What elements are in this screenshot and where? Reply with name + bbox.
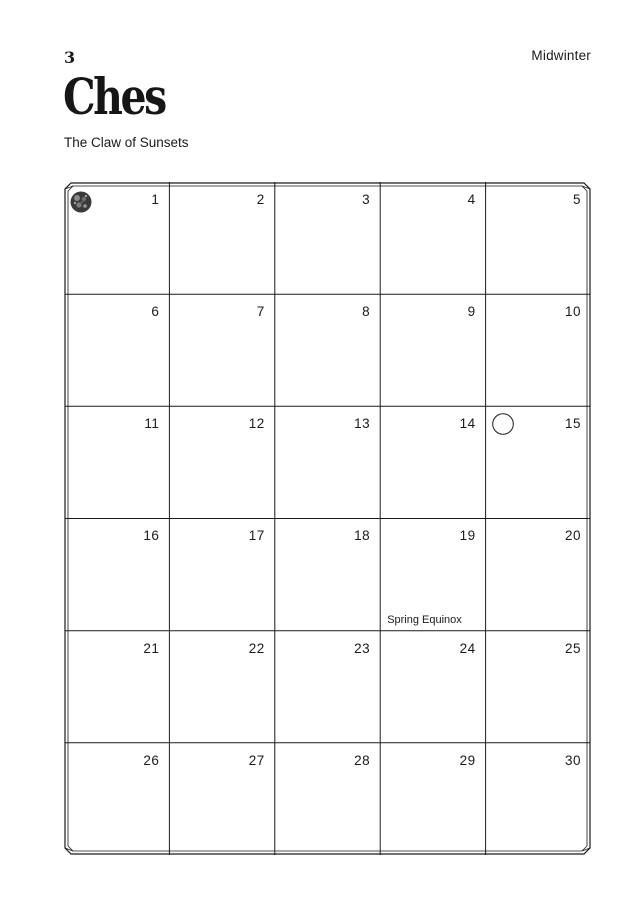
day-number: 15 (564, 416, 581, 432)
day-number: 14 (459, 416, 476, 432)
day-number: 27 (248, 752, 265, 768)
day-number: 18 (354, 528, 371, 544)
new-moon-icon (70, 191, 92, 213)
calendar-day-cell (380, 182, 485, 294)
calendar-day-cell (64, 406, 169, 518)
day-number: 1 (151, 192, 160, 207)
day-number: 3 (362, 192, 371, 207)
event-label: Spring Equinox (387, 613, 462, 626)
calendar-day-cell (486, 182, 591, 294)
day-number: 23 (354, 640, 371, 656)
month-title: Ches (63, 67, 165, 126)
calendar-day-cell (486, 518, 591, 630)
calendar-day-cell (380, 631, 485, 743)
calendar-day-cell (275, 406, 380, 518)
calendar-day-cell (64, 518, 169, 630)
calendar-day-cell (275, 182, 380, 294)
calendar-day-cell (486, 743, 591, 855)
day-number: 21 (143, 640, 160, 656)
calendar-day-cell (169, 182, 274, 294)
day-number: 10 (564, 304, 581, 320)
day-number: 11 (144, 416, 160, 432)
calendar-day-cell (380, 294, 485, 406)
calendar-day-cell (64, 631, 169, 743)
full-moon-icon (492, 413, 514, 435)
calendar-day-cell (275, 743, 380, 855)
day-number: 17 (248, 528, 265, 544)
calendar-day-cell (486, 406, 591, 518)
calendar-day-cell (486, 294, 591, 406)
day-number: 16 (143, 528, 160, 544)
day-number: 12 (248, 416, 265, 432)
day-number: 2 (256, 192, 265, 207)
day-number: 9 (467, 304, 476, 320)
day-number: 8 (362, 304, 371, 320)
calendar-day-cell (64, 182, 169, 294)
day-number: 22 (248, 640, 265, 656)
calendar-day-cell (169, 631, 274, 743)
calendar-day-cell (275, 631, 380, 743)
day-number: 28 (354, 752, 371, 768)
day-number: 24 (459, 640, 476, 656)
calendar-day-cell (380, 743, 485, 855)
calendar-day-cell (169, 743, 274, 855)
calendar-day-cell (275, 518, 380, 630)
calendar-day-cell (275, 294, 380, 406)
calendar-day-cell (380, 406, 485, 518)
calendar-day-cell (169, 406, 274, 518)
day-number: 25 (564, 640, 581, 656)
day-number: 19 (459, 528, 476, 544)
calendar-day-cell (64, 743, 169, 855)
calendar-day-cell (380, 518, 485, 630)
day-number: 26 (143, 752, 160, 768)
page-number: 3 (64, 48, 76, 67)
calendar-day-cell (169, 518, 274, 630)
calendar-grid (64, 182, 591, 855)
calendar-day-cell (169, 294, 274, 406)
section-label: Midwinter (531, 48, 591, 63)
calendar-days (64, 182, 591, 855)
day-number: 4 (467, 192, 476, 207)
day-number: 20 (564, 528, 581, 544)
month-subtitle: The Claw of Sunsets (64, 135, 189, 150)
day-number: 6 (151, 304, 160, 320)
day-number: 29 (459, 752, 476, 768)
day-number: 7 (256, 304, 265, 320)
day-number: 5 (572, 192, 581, 207)
day-number: 13 (354, 416, 371, 432)
calendar-day-cell (486, 631, 591, 743)
day-number: 30 (564, 752, 581, 768)
calendar-day-cell (64, 294, 169, 406)
